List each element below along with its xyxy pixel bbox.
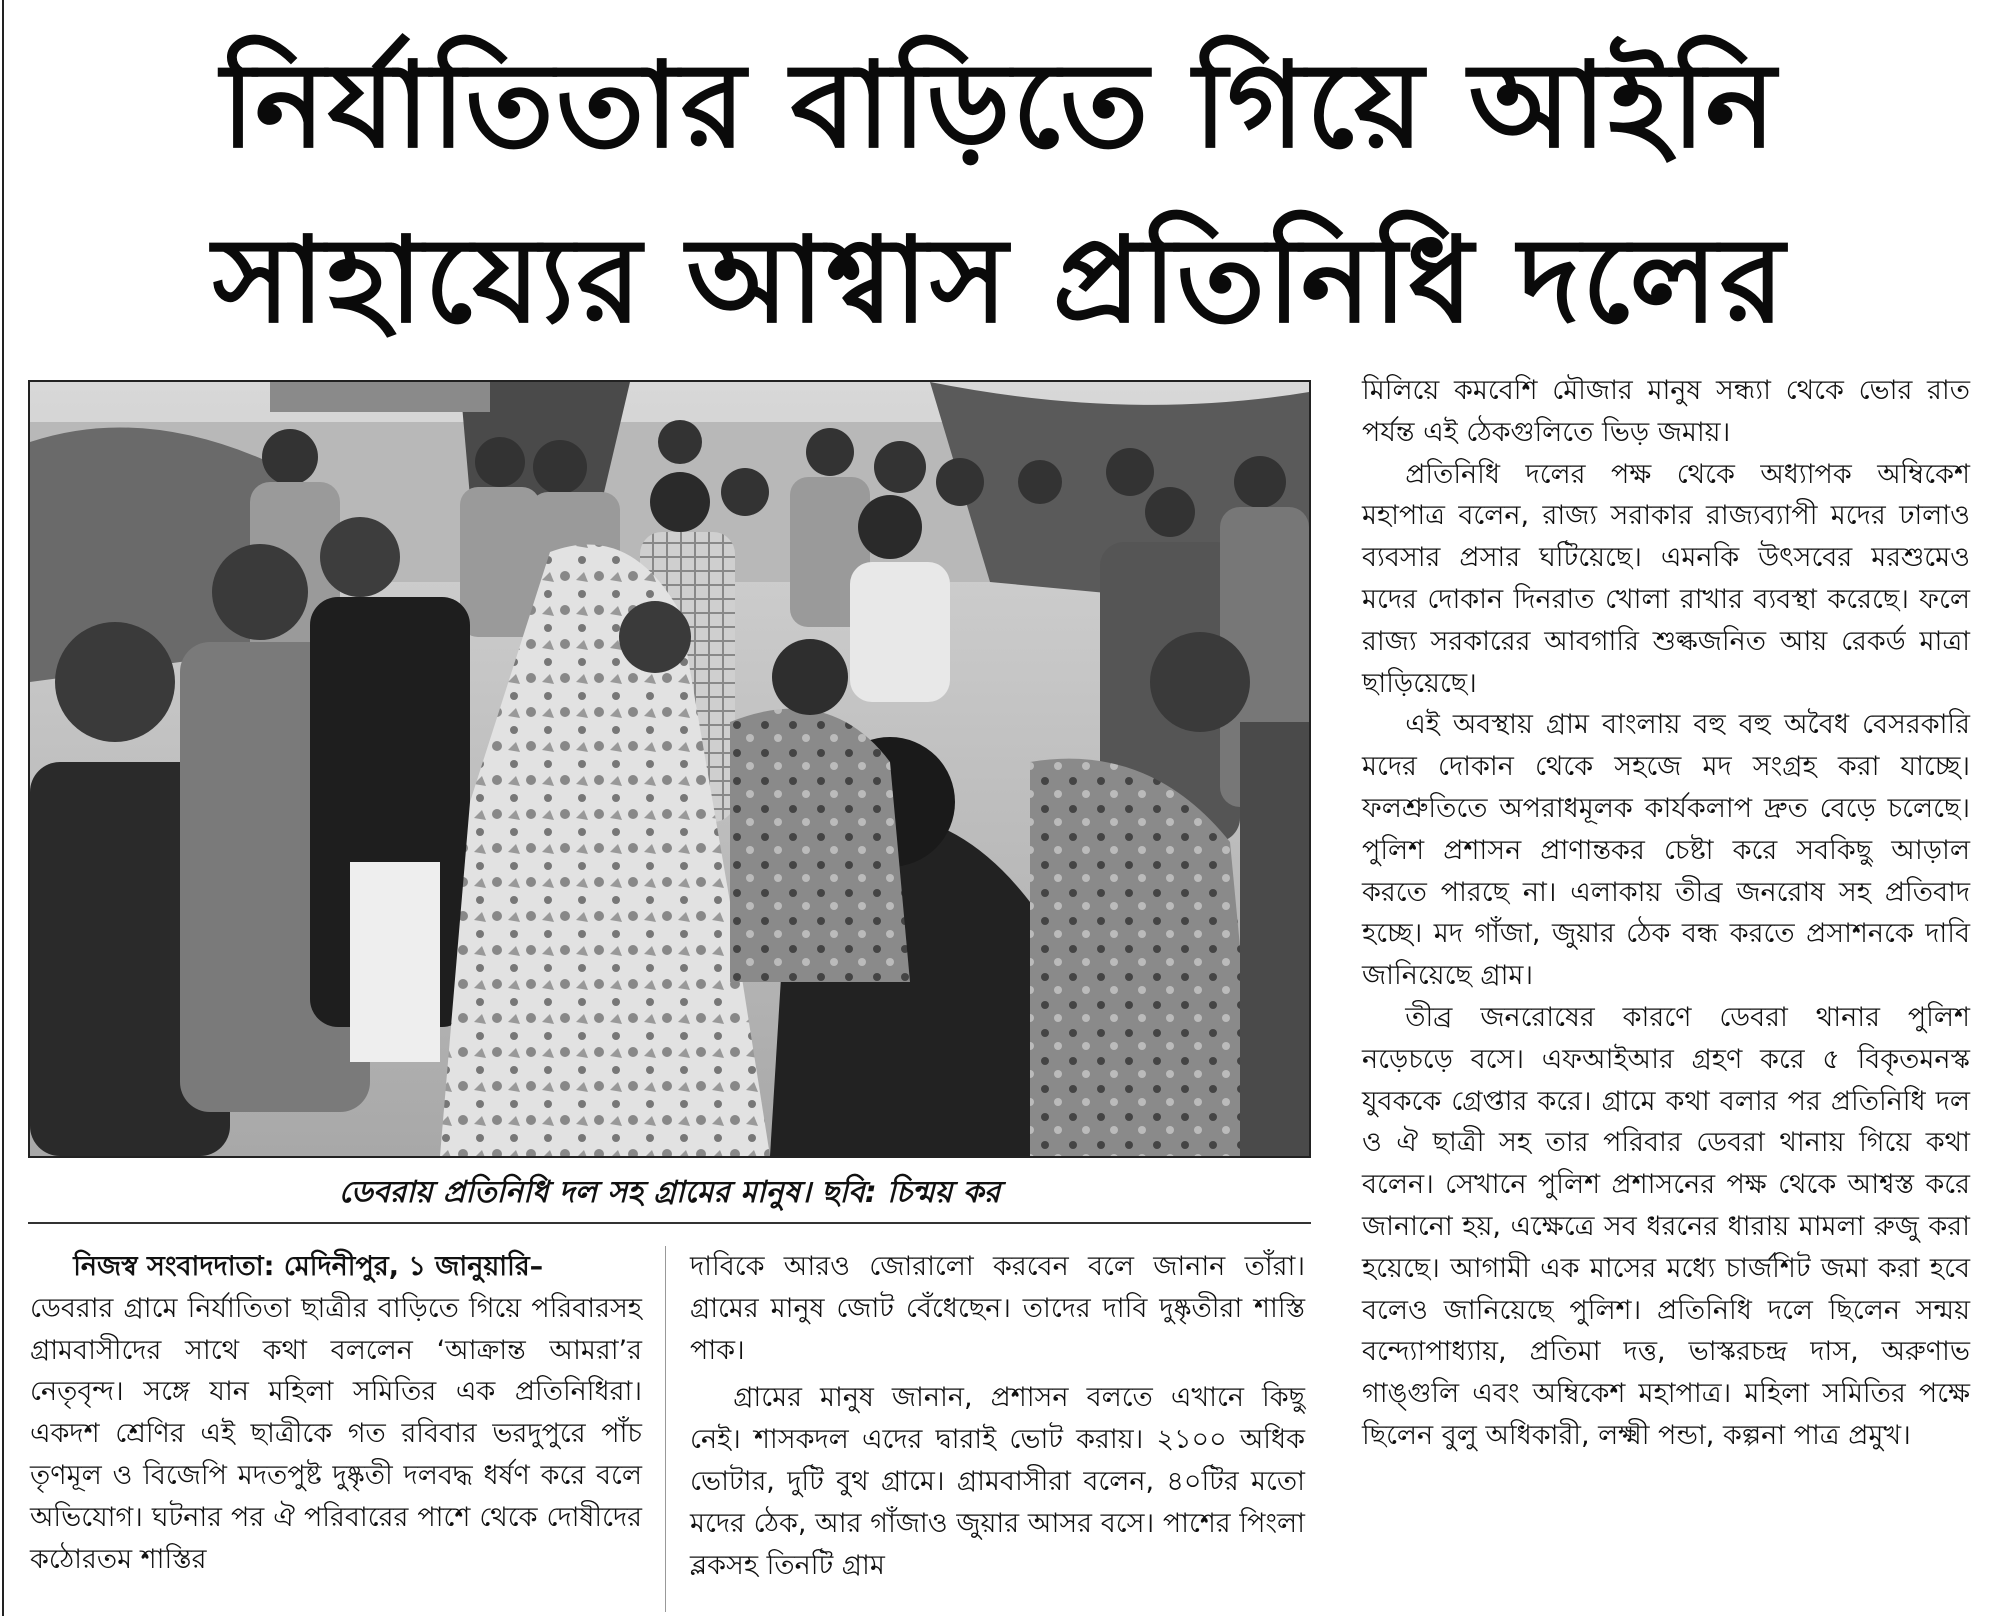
column-separator <box>665 1246 666 1612</box>
article-paragraph: মিলিয়ে কমবেশি মৌজার মানুষ সন্ধ্যা থেকে ভোর রাত পর্যন্ত এই ঠেকগুলিতে ভিড় জমায়। <box>1362 375 1970 448</box>
article-paragraph <box>30 1246 642 1580</box>
headline-line-1: নির্যাতিতার বাড়িতে গিয়ে আইনি <box>221 36 1778 174</box>
article-column-1 <box>30 1246 642 1580</box>
article-paragraph: প্রতিনিধি দলের পক্ষ থেকে অধ্যাপক অম্বিকেশ মহাপাত্র বলেন, রাজ্য সরাকার রাজ্যব্যাপী মদের ঢালাও ব্যবসার প্রসার ঘটিয়েছে। এমনকি উৎসবের মরশুমেও মদের দোকান দিনরাত খোলা রাখার ব্যবস্থা করেছে। ফলে রাজ্য সরকারের আবগারি শুল্কজনিত আয় রেকর্ড মাত্রা ছাড়িয়েছে। <box>1362 458 1970 699</box>
article-paragraph: এই অবস্থায় গ্রাম বাংলায় বহু বহু অবৈধ বেসরকারি মদের দোকান থেকে সহজে মদ সংগ্রহ করা যাচ্ছে। ফলশ্রুতিতে অপরাধমূলক কার্যকলাপ দ্রুত বেড়ে চলেছে। পুলিশ প্রশাসন প্রাণান্তকর চেষ্টা করে সবকিছু আড়াল করতে পারছে না। এলাকায় তীব্র জনরোষ সহ প্রতিবাদ হচ্ছে। মদ গাঁজা, জুয়ার ঠেক বন্ধ করতে প্রসাশনকে দাবি জানিয়েছে গ্রাম। <box>1362 709 1970 992</box>
news-photo <box>28 380 1311 1158</box>
article-column-2 <box>690 1246 1305 1586</box>
caption-divider <box>28 1222 1311 1224</box>
article-column-3 <box>1362 370 1970 1457</box>
article-paragraph: তীব্র জনরোষের কারণে ডেবরা থানার পুলিশ নড়েচড়ে বসে। এফআইআর গ্রহণ করে ৫ বিকৃতমনস্ক যুবককে গ্রেপ্তার করে। গ্রামে কথা বলার পর প্রতিনিধি দল ও ঐ ছাত্রী সহ তার পরিবার ডেবরা থানায় গিয়ে কথা বলেন। সেখানে পুলিশ প্রশাসনের পক্ষ থেকে আশ্বস্ত করে জানানো হয়, এক্ষেত্রে সব ধরনের ধারায় মামলা রুজু করা হয়েছে। আগামী এক মাসের মধ্যে চার্জশিট জমা করা হবে বলেও জানিয়েছে পুলিশ। প্রতিনিধি দলে ছিলেন সন্ময় বন্দ্যোপাধ্যায়, প্রতিমা দত্ত, ভাস্করচন্দ্র দাস, অরুণাভ গাঙ্গুলি এবং অম্বিকেশ মহাপাত্র। মহিলা সমিতির পক্ষে ছিলেন বুলু অধিকারী, লক্ষ্মী পন্ডা, কল্পনা পাত্র প্রমুখ। <box>1362 1001 1970 1451</box>
article-paragraph: দাবিকে আরও জোরালো করবেন বলে জানান তাঁরা। গ্রামের মানুষ জোট বেঁধেছেন। তাদের দাবি দুষ্কৃতীরা শাস্তি পাক। <box>690 1251 1305 1366</box>
article-paragraph: গ্রামের মানুষ জানান, প্রশাসন বলতে এখানে কিছু নেই। শাসকদল এদের দ্বারাই ভোট করায়। ২১০০ অধিক ভোটার, দুটি বুথ গ্রামে। গ্রামবাসীরা বলেন, ৪০টির মতো মদের ঠেক, আর গাঁজাও জুয়ার আসর বসে। পাশের পিংলা ব্লকসহ তিনটি গ্রাম <box>690 1382 1305 1581</box>
photo-caption: ডেবরায় প্রতিনিধি দল সহ গ্রামের মানুষ। ছবি: চিন্ময় কর <box>338 1175 1001 1210</box>
headline-line-2: সাহায্যের আশ্বাস প্রতিনিধি দলের <box>212 211 1787 349</box>
byline: নিজস্ব সংবাদদাতা: মেদিনীপুর, ১ জানুয়ারি– <box>73 1251 544 1282</box>
article-text: ডেবরার গ্রামে নির্যাতিতা ছাত্রীর বাড়িতে গিয়ে পরিবারসহ গ্রামবাসীদের সাথে কথা বললেন ‘আক্রান্ত আমরা’র নেতৃবৃন্দ। সঙ্গে যান মহিলা সমিতির এক প্রতিনিধিরা। একদশ শ্রেণির এই ছাত্রীকে গত রবিবার ভরদুপুরে পাঁচ তৃণমূল ও বিজেপি মদতপুষ্ট দুষ্কৃতী দলবদ্ধ ধর্ষণ করে বলে অভিযোগ। ঘটনার পর ঐ পরিবারের পাশে থেকে দোষীদের কঠোরতম শাস্তির <box>30 1292 642 1575</box>
